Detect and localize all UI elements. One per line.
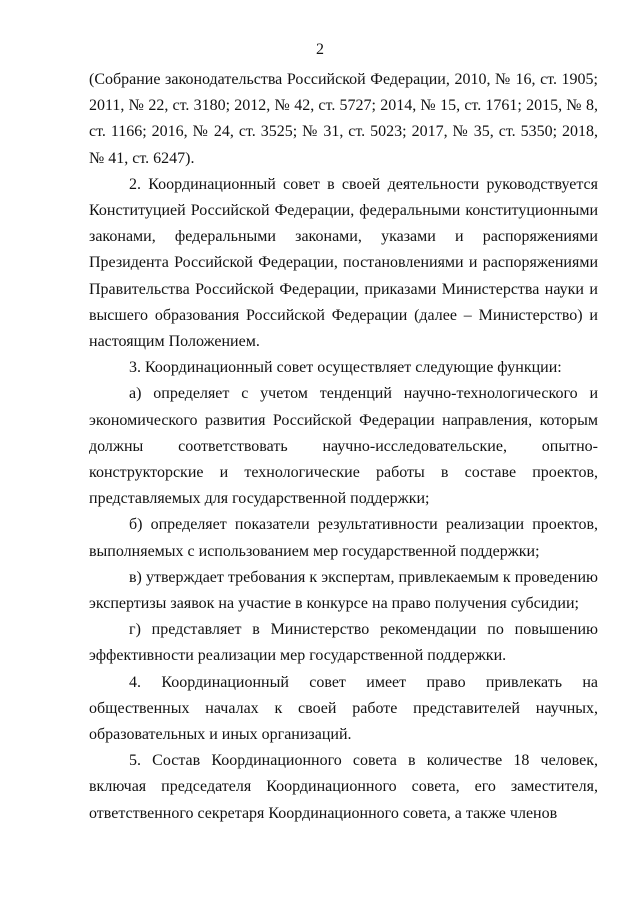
paragraph-4-right-to-involve: 4. Координационный совет имеет право привлекать на общественных началах к своей работе представителей научных, образовательных и иных организаций.: [89, 673, 598, 744]
paragraph-legislation-reference: (Собрание законодательства Российской Федерации, 2010, № 16, ст. 1905; 2011, № 22, ст. 3180; 2012, № 42, ст. 5727; 2014, № 15, ст. 1761; 2015, № 8, ст. 1166; 2016, № 24, ст. 3525; № 31, ст. 5023; 2017, № 35, ст. 5350; 2018, № 41, ст. 6247).: [89, 71, 598, 167]
paragraph-5-composition: 5. Состав Координационного совета в количестве 18 человек, включая председателя Координационного совета, его заместителя, ответственного секретаря Координационного совета, а также членов: [89, 752, 598, 822]
paragraph-2-legal-basis: 2. Координационный совет в своей деятельности руководствуется Конституцией Российской Федерации, федеральными конституционными законами, федеральными законами, указами и распоряжениями Президента Российской Федерации, постановлениями и распоряжениями Правительства Российской Федерации, приказами Министерства науки и высшего образования Российской Федерации (далее – Министерство) и настоящим Положением.: [89, 175, 598, 351]
paragraph-3v: в) утверждает требования к экспертам, привлекаемым к проведению экспертизы заявок на участие в конкурсе на право получения субсидии;: [89, 568, 598, 613]
page-number: 2: [316, 41, 324, 58]
document-body: [89, 67, 598, 827]
paragraph-3-functions-intro: 3. Координационный совет осуществляет следующие функции:: [129, 359, 562, 377]
paragraph-3a: а) определяет с учетом тенденций научно-технологического и экономического развития Российской Федерации направления, которым должны соответствовать научно-исследовательские, опытно-конструкторские и технологические работы в составе проектов, представляемых для государственной поддержки;: [89, 385, 598, 508]
paragraph-3b: б) определяет показатели результативности реализации проектов, выполняемых с использованием мер государственной поддержки;: [89, 516, 598, 560]
paragraph-3g: г) представляет в Министерство рекомендации по повышению эффективности реализации мер государственной поддержки.: [89, 621, 598, 665]
